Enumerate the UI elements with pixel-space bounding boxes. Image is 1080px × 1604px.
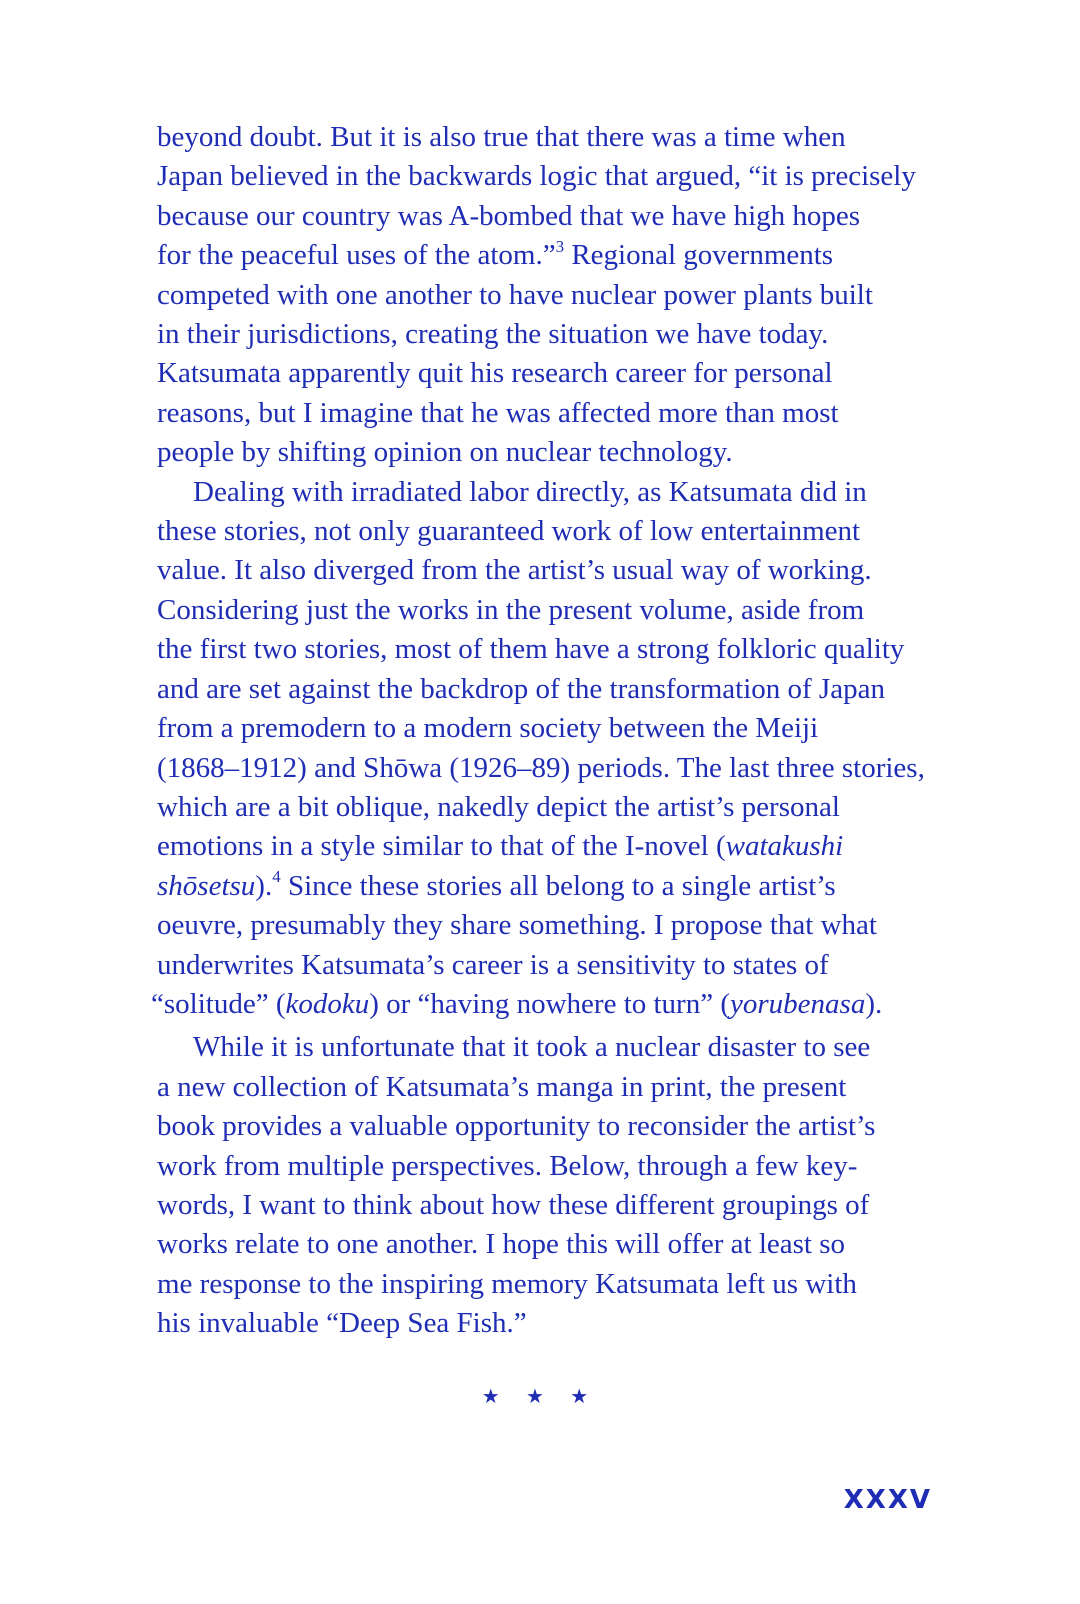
- text-line: [151, 985, 957, 1024]
- text-line: works relate to one another. I hope this will offer at least so: [157, 1228, 846, 1261]
- text-line: [157, 867, 957, 906]
- footnote-ref-4[interactable]: 4: [272, 867, 281, 887]
- text-run: for the peaceful uses of the atom.”: [157, 239, 556, 272]
- paragraph-3: [157, 1028, 957, 1343]
- japanese-term: yorubenasa: [730, 987, 866, 1020]
- japanese-term: watakushi: [725, 830, 844, 863]
- text-run: ).: [255, 869, 273, 902]
- text-line: competed with one another to have nuclear power plants built: [157, 278, 873, 311]
- text-line: from a premodern to a modern society between the Meiji: [157, 712, 819, 745]
- section-break-stars: ★ ★ ★: [481, 1384, 599, 1408]
- text-line: Considering just the works in the present volume, aside from: [157, 593, 865, 626]
- text-line: and are set against the backdrop of the transformation of Japan: [157, 672, 885, 705]
- text-line: which are a bit oblique, nakedly depict the artist’s personal: [157, 790, 840, 823]
- text-run: ).: [865, 987, 883, 1020]
- text-line: oeuvre, presumably they share something. I propose that what: [157, 909, 877, 942]
- japanese-term: shōsetsu: [157, 869, 256, 902]
- text-line: Japan believed in the backwards logic that argued, “it is precisely: [157, 160, 916, 193]
- text-line: a new collection of Katsumata’s manga in print, the present: [157, 1070, 847, 1103]
- footnote-ref-3[interactable]: 3: [555, 236, 565, 256]
- paragraph-1: [157, 118, 957, 473]
- text-line: Katsumata apparently quit his research career for personal: [157, 357, 833, 390]
- text-line: (1868–1912) and Shōwa (1926–89) periods. The last three stories,: [157, 751, 925, 784]
- text-line: While it is unfortunate that it took a nuclear disaster to see: [193, 1031, 871, 1064]
- text-line: [157, 827, 957, 866]
- text-run: “solitude” (: [151, 987, 286, 1020]
- text-line: beyond doubt. But it is also true that there was a time when: [157, 121, 846, 153]
- text-line: me response to the inspiring memory Katsumata left us with: [157, 1267, 857, 1300]
- body-text: [151, 118, 957, 1344]
- text-run: Regional governments: [564, 239, 834, 272]
- paragraph-2: [151, 473, 957, 1025]
- text-line: reasons, but I imagine that he was affected more than most: [157, 396, 839, 429]
- japanese-term: kodoku: [285, 987, 370, 1020]
- page-number: XXXV: [843, 1485, 932, 1515]
- text-line: book provides a valuable opportunity to reconsider the artist’s: [157, 1110, 876, 1143]
- text-line: the first two stories, most of them have a strong folkloric quality: [157, 633, 905, 666]
- text-line: because our country was A-bombed that we have high hopes: [157, 199, 861, 232]
- text-run: emotions in a style similar to that of the I-novel (: [157, 830, 726, 863]
- text-line: in their jurisdictions, creating the situation we have today.: [157, 318, 829, 351]
- text-line: work from multiple perspectives. Below, through a few key-: [157, 1149, 858, 1182]
- text-line: underwrites Katsumata’s career is a sensitivity to states of: [157, 948, 829, 981]
- text-line: people by shifting opinion on nuclear technology.: [157, 436, 733, 469]
- text-line: words, I want to think about how these different groupings of: [157, 1188, 870, 1221]
- text-line: [157, 236, 957, 275]
- text-line: value. It also diverged from the artist’s usual way of working.: [157, 554, 872, 587]
- text-line: his invaluable “Deep Sea Fish.”: [157, 1307, 527, 1340]
- text-line: these stories, not only guaranteed work of low entertainment: [157, 515, 861, 548]
- text-run: ) or “having nowhere to turn” (: [369, 987, 730, 1020]
- text-run: Since these stories all belong to a single artist’s: [280, 869, 836, 902]
- text-line: Dealing with irradiated labor directly, as Katsumata did in: [193, 475, 867, 508]
